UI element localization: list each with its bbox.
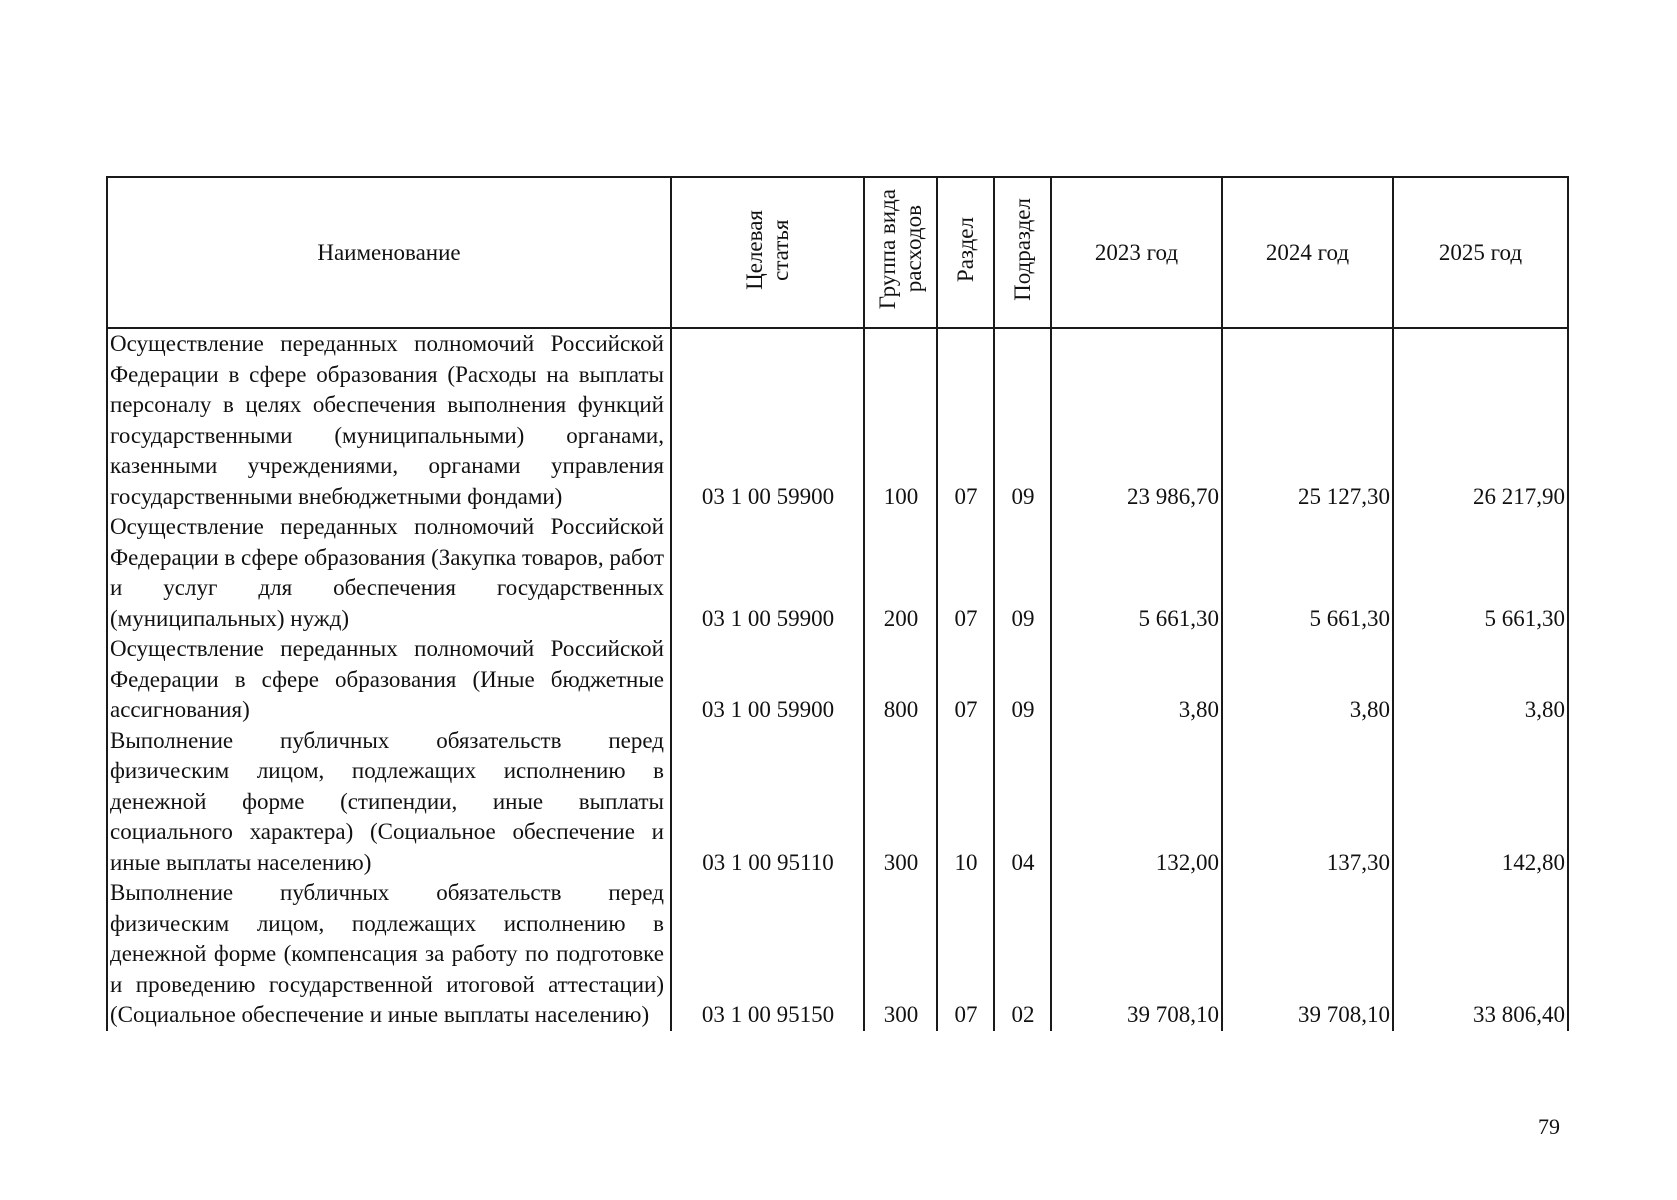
row-amount-2024: 3,80	[1222, 634, 1393, 726]
row-subsection: 09	[994, 512, 1051, 634]
row-subsection: 02	[994, 878, 1051, 1031]
row-amount-2023: 3,80	[1051, 634, 1222, 726]
row-target-article: 03 1 00 59900	[671, 512, 864, 634]
row-amount-2024: 25 127,30	[1222, 328, 1393, 512]
table-header-row	[107, 177, 1568, 328]
row-section: 07	[937, 634, 994, 726]
header-expense-group: Группа вида расходов	[864, 177, 937, 328]
row-amount-2025: 142,80	[1393, 726, 1568, 879]
row-name: Осуществление переданных полномочий Российской Федерации в сфере образования (Расходы на выплаты персоналу в целях обеспечения выполнения функций государственными (муниципальными) органами, казенными учреждениями, органами управления государственными внебюджетными фондами)	[107, 328, 671, 512]
row-amount-2025: 3,80	[1393, 634, 1568, 726]
row-name: Осуществление переданных полномочий Российской Федерации в сфере образования (Закупка товаров, работ и услуг для обеспечения государственных (муниципальных) нужд)	[107, 512, 671, 634]
page-number: 79	[1538, 1114, 1560, 1139]
row-amount-2023: 39 708,10	[1051, 878, 1222, 1031]
row-amount-2024: 5 661,30	[1222, 512, 1393, 634]
budget-table	[106, 176, 1569, 1031]
table-row	[107, 328, 1568, 512]
header-target-article: Целевая статья	[671, 177, 864, 328]
row-section: 07	[937, 512, 994, 634]
row-name: Осуществление переданных полномочий Российской Федерации в сфере образования (Иные бюджетные ассигнования)	[107, 634, 671, 726]
row-target-article: 03 1 00 95110	[671, 726, 864, 879]
row-section: 07	[937, 328, 994, 512]
row-target-article: 03 1 00 95150	[671, 878, 864, 1031]
row-amount-2025: 26 217,90	[1393, 328, 1568, 512]
header-year-2025: 2025 год	[1393, 177, 1568, 328]
header-year-2024: 2024 год	[1222, 177, 1393, 328]
row-subsection: 09	[994, 328, 1051, 512]
row-amount-2024: 39 708,10	[1222, 878, 1393, 1031]
row-amount-2024: 137,30	[1222, 726, 1393, 879]
row-amount-2025: 33 806,40	[1393, 878, 1568, 1031]
row-section: 07	[937, 878, 994, 1031]
row-expense-group: 100	[864, 328, 937, 512]
row-amount-2023: 132,00	[1051, 726, 1222, 879]
table-row	[107, 726, 1568, 879]
row-name: Выполнение публичных обязательств перед физическим лицом, подлежащих исполнению в денежной форме (стипендии, иные выплаты социального характера) (Социальное обеспечение и иные выплаты населению)	[107, 726, 671, 879]
row-subsection: 04	[994, 726, 1051, 879]
header-name: Наименование	[107, 177, 671, 328]
row-amount-2023: 5 661,30	[1051, 512, 1222, 634]
row-expense-group: 300	[864, 878, 937, 1031]
row-section: 10	[937, 726, 994, 879]
row-expense-group: 800	[864, 634, 937, 726]
row-target-article: 03 1 00 59900	[671, 634, 864, 726]
row-subsection: 09	[994, 634, 1051, 726]
header-subsection: Подраздел	[994, 177, 1051, 328]
table-row	[107, 512, 1568, 634]
row-expense-group: 300	[864, 726, 937, 879]
row-expense-group: 200	[864, 512, 937, 634]
row-target-article: 03 1 00 59900	[671, 328, 864, 512]
row-amount-2023: 23 986,70	[1051, 328, 1222, 512]
row-name: Выполнение публичных обязательств перед физическим лицом, подлежащих исполнению в денежной форме (компенсация за работу по подготовке и проведению государственной итоговой аттестации) (Социальное обеспечение и иные выплаты населению)	[107, 878, 671, 1031]
table-row	[107, 634, 1568, 726]
header-section: Раздел	[937, 177, 994, 328]
header-year-2023: 2023 год	[1051, 177, 1222, 328]
table-row	[107, 878, 1568, 1031]
row-amount-2025: 5 661,30	[1393, 512, 1568, 634]
